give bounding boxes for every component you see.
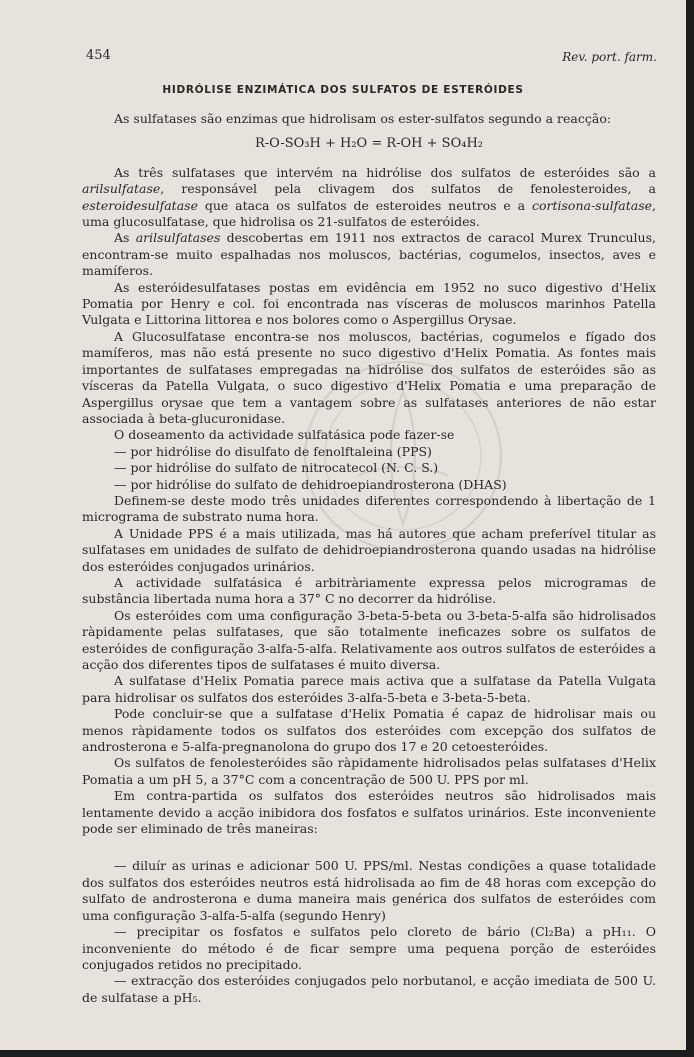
reaction-equation: R-O-SO₃H + H₂O = R-OH + SO₄H₂ xyxy=(255,136,483,152)
journal-running-head: Rev. port. farm. xyxy=(562,50,657,64)
paragraph-arilsulfatases: As arilsulfatases descobertas em 1911 nos extractos de caracol Murex Trunculus, encontram-se muito espalhadas nos moluscos, bactérias, cogumelos, insectos, aves e mamíferos. xyxy=(82,230,656,279)
paragraph-helix-pomatia: A sulfatase d'Helix Pomatia parece mais activa que a sulfatase da Patella Vulgata para hidrolisar os sulfatos dos esteróides 3-alfa-5-beta e 3-beta-5-beta. xyxy=(82,673,656,705)
paragraph-configuracao: Os esteróides com uma configuração 3-beta-5-beta ou 3-beta-5-alfa são hidrolisados ràpidamente pelas sulfatases, que são totalmente ineficazes sobre os sulfatos de esteróides de configuração 3-alfa-5-alfa. Relativamente aos outros sulfatos de esteróides a acção dos diferentes tipos de sulfatases é muito diversa. xyxy=(82,607,656,672)
list-item: — por hidrólise do sulfato de dehidroepiandrosterona (DHAS) xyxy=(114,476,507,492)
paragraph-contra-partida: Em contra-partida os sulfatos dos esteróides neutros são hidrolisados mais lentamente devido a acção inibidora dos fosfatos e sulfatos urinários. Este inconveniente pode ser eliminado de três maneiras: xyxy=(82,788,656,837)
spacer xyxy=(82,837,656,858)
paragraph-esteroidesulfatases: As esteróidesulfatases postas em evidência em 1952 no suco digestivo d'Helix Pomatia por Henry e col. foi encontrada nas vísceras de moluscos marinhos Patella Vulgata e Littorina littorea e nos bolores como o Aspergillus Orysae. xyxy=(82,279,656,328)
paragraph-unidade-pps: A Unidade PPS é a mais utilizada, mas há autores que acham preferível titular as sulfatases em unidades de sulfato de dehidroepiandrosterona quando usadas na hidrólise dos esteróides conjugados urinários. xyxy=(82,525,656,574)
article-title: HIDRÓLISE ENZIMÁTICA DOS SULFATOS DE ESTERÓIDES xyxy=(162,84,524,96)
list-item: — por hidrólise do disulfato de fenolftaleina (PPS) xyxy=(114,443,432,459)
article-body xyxy=(82,111,656,1006)
method-extraccao: — extracção dos esteróides conjugados pelo norbutanol, e acção imediata de 500 U. de sulfatase a pH₅. xyxy=(82,973,656,1005)
paragraph-sulfatases: As três sulfatases que intervém na hidrólise dos sulfatos de esteróides são a arilsulfatase, responsável pela clivagem dos sulfatos de fenolesteroides, a esteroidesulfatase que ataca os sulfatos de esteroides neutros e a cortisona-sulfatase, uma glucosulfatase, que hidrolisa os 21-sulfatos de esteróides. xyxy=(82,164,656,230)
method-precipitar: — precipitar os fosfatos e sulfatos pelo cloreto de bário (Cl₂Ba) a pH₁₁. O inconveniente do método é de ficar sempre uma pequena porção de esteróides conjugados retidos no precipitado. xyxy=(82,924,656,972)
page-number: 454 xyxy=(86,48,111,63)
paragraph-units: Definem-se deste modo três unidades diferentes correspondendo à libertação de 1 micrograma de substrato numa hora. xyxy=(82,492,656,525)
list-item: — por hidrólise do sulfato de nitrocatecol (N. C. S.) xyxy=(114,460,439,476)
paragraph-conclusao: Pode concluir-se que a sulfatase d'Helix Pomatia é capaz de hidrolisar mais ou menos ràpidamente todos os sulfatos dos esteróides com excepção dos sulfatos de androsterona e 5-alfa-pregnanolona do grupo dos 17 e 20 cetoesteróides. xyxy=(82,706,656,755)
paragraph-actividade: A actividade sulfatásica é arbitràriamente expressa pelos microgramas de substância libertada numa hora a 37° C no decorrer da hidrólise. xyxy=(82,574,656,607)
intro-paragraph: As sulfatases são enzimas que hidrolisam os ester-sulfatos segundo a reacção: xyxy=(114,111,612,126)
paragraph-fenolesteroides: Os sulfatos de fenolesteróides são ràpidamente hidrolisados pelas sulfatases d'Helix Pomatia a um pH 5, a 37°C com a concentração de 500 U. PPS por ml. xyxy=(82,755,656,787)
method-diluir: — diluír as urinas e adicionar 500 U. PPS/ml. Nestas condições a quase totalidade dos sulfatos dos esteróides neutros está hidrolisada ao fim de 48 horas com excepção do sulfato de androsterona e duma maneira mais genérica dos sulfatos de esteróides com uma configuração 3-alfa-5-alfa (segundo Henry) xyxy=(82,858,656,923)
paragraph-glucosulfatase: A Glucosulfatase encontra-se nos moluscos, bactérias, cogumelos e fígado dos mamíferos, mas não está presente no suco digestivo d'Helix Pomatia. As fontes mais importantes de sulfatases empregadas na hidrólise dos sulfatos de esteróides são as vísceras da Patella Vulgata, o suco digestivo d'Helix Pomatia e uma preparação de Aspergillus orysae que tem a vantagem sobre as sulfatases anteriores de não estar associada à beta-glucuronidase. xyxy=(82,328,656,426)
paragraph-doseamento: O doseamento da actividade sulfatásica pode fazer-se xyxy=(114,427,455,443)
